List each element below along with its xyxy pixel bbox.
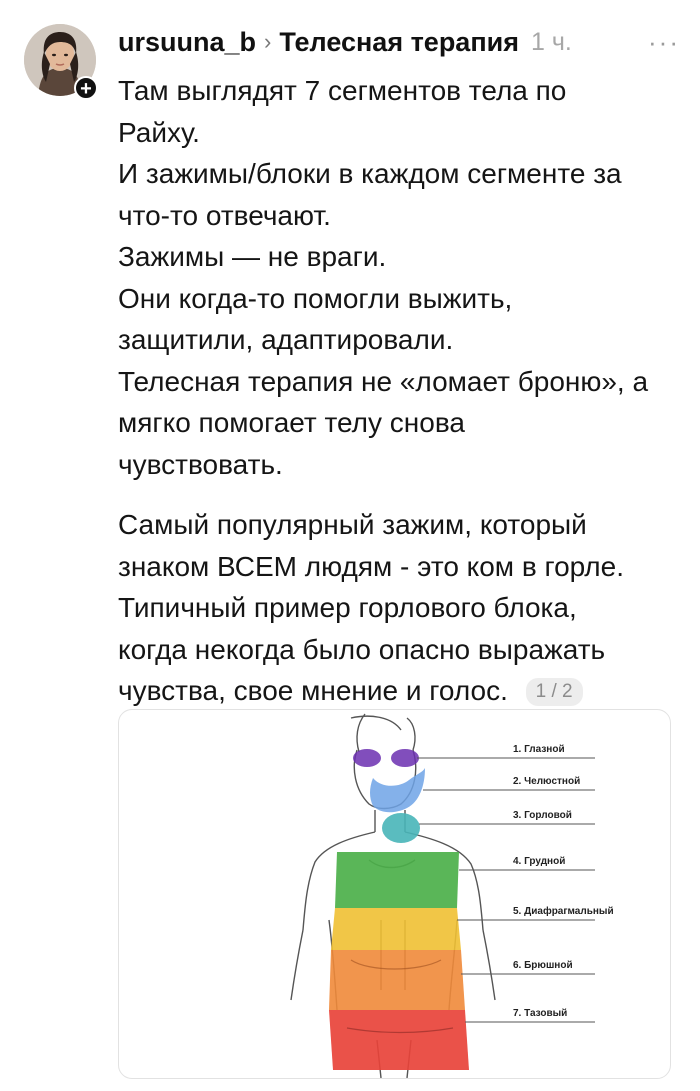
text-line: Там выглядят 7 сегментов тела по (118, 75, 567, 106)
segment-label: 6. Брюшной (513, 960, 573, 971)
segment-diaphragm (331, 908, 461, 950)
segment-label: 1. Глазной (513, 744, 565, 755)
text-line: чувствовать. (118, 448, 283, 480)
text-line: когда некогда было опасно выражать (118, 633, 606, 665)
thread-title[interactable]: Телесная терапия (279, 26, 519, 57)
chevron-right-icon: › (264, 29, 272, 54)
segment-chest (335, 852, 459, 908)
image-page-counter: 1 / 2 (526, 678, 583, 706)
text-line: что-то отвечают. (118, 199, 331, 231)
segment-abdomen (329, 950, 465, 1010)
username[interactable]: ursuuna_b (118, 26, 257, 57)
post-paragraph-1 (118, 70, 688, 485)
text-line: чувства, свое мнение и голос. (118, 675, 508, 706)
body-segments-diagram (119, 710, 670, 1078)
follow-button[interactable] (74, 76, 98, 100)
text-line: защитили, адаптировали. (118, 324, 454, 355)
more-dots-icon[interactable]: ··· (648, 26, 680, 57)
segment-eye (391, 749, 419, 767)
text-line: Типичный пример горлового блока, (118, 592, 577, 623)
segment-label: 5. Диафрагмальный (513, 906, 614, 917)
post-time: 1 ч. (530, 27, 572, 56)
text-line: И зажимы/блоки в каждом сегменте за (118, 158, 622, 189)
segment-throat (382, 813, 420, 843)
segment-label: 3. Горловой (513, 810, 572, 821)
text-line: Зажимы — не враги. (118, 241, 387, 272)
text-line: Они когда-то помогли выжить, (118, 282, 513, 314)
segment-eye (353, 749, 381, 767)
post-image[interactable] (118, 709, 671, 1079)
text-line: Телесная терапия не «ломает броню», а (118, 365, 649, 397)
segment-label: 4. Грудной (513, 856, 566, 867)
post-text (118, 70, 688, 712)
segment-pelvis (329, 1010, 469, 1070)
plus-icon: + (80, 78, 92, 100)
segment-jaw (370, 768, 425, 812)
text-line: Райху. (118, 116, 200, 148)
post-paragraph-2 (118, 504, 688, 712)
segment-label: 2. Челюстной (513, 776, 581, 787)
post-header (118, 22, 680, 62)
segment-label: 7. Тазовый (513, 1008, 568, 1019)
text-line: Самый популярный зажим, который (118, 509, 587, 540)
text-line: мягко помогает телу снова (118, 407, 465, 438)
text-line: знаком ВСЕМ людям - это ком в горле. (118, 550, 624, 582)
